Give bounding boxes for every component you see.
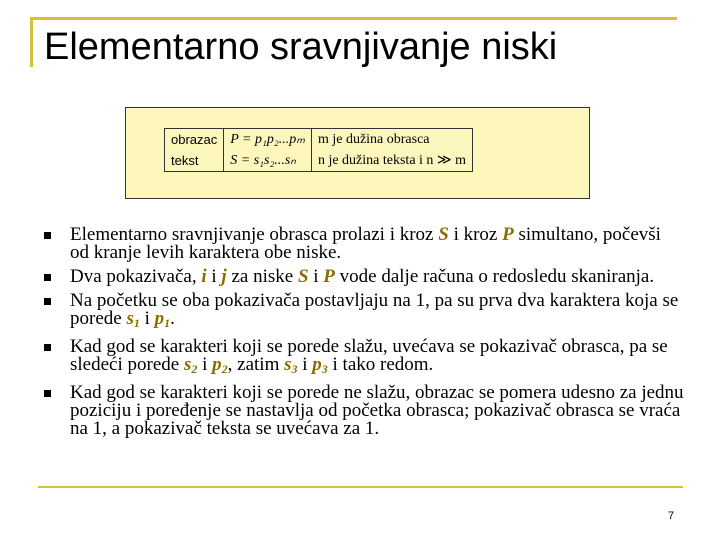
bullet-item xyxy=(44,292,684,332)
bullet-text: vode dalje računa o redosledu skaniranja. xyxy=(334,266,655,287)
bullet-text: i xyxy=(197,354,213,375)
bullet-item xyxy=(44,338,684,378)
row-label: obrazac xyxy=(165,129,224,151)
definition-table xyxy=(164,128,473,172)
math-variable: s xyxy=(183,354,192,375)
bullet-item xyxy=(44,226,684,262)
math-variable: p xyxy=(154,308,165,329)
math-variable: i xyxy=(201,266,207,287)
bullet-text: , zatim xyxy=(227,354,285,375)
bullet-text: i xyxy=(308,266,324,287)
bullet-text: i xyxy=(297,354,313,375)
math-variable: j xyxy=(221,266,227,287)
row-description: n je dužina teksta i n ≫ m xyxy=(311,150,472,172)
math-subscript: 3 xyxy=(291,362,298,376)
math-variable: p xyxy=(212,354,222,375)
bullet-text: Kad god se karakteri koji se porede slažu, uvećava se pokazivač obrasca, pa se sledeći porede xyxy=(70,336,668,375)
page-number: 7 xyxy=(668,510,675,522)
math-subscript: 2 xyxy=(191,362,198,376)
bullet-text: Na početku se oba pokazivača postavljaju na 1, pa su prva dva karaktera koja se porede xyxy=(70,290,679,329)
math-subscript: 1 xyxy=(133,316,140,330)
math-variable: P xyxy=(323,266,335,287)
math-variable: s xyxy=(126,308,134,329)
square-bullet-icon xyxy=(44,232,51,239)
math-variable: P xyxy=(502,224,514,245)
math-variable: s xyxy=(284,354,292,375)
math-subscript: 2 xyxy=(221,362,228,376)
slide-title: Elementarno sravnjivanje niski xyxy=(44,26,558,68)
table-row xyxy=(165,129,473,151)
square-bullet-icon xyxy=(44,390,51,397)
bullet-text: . xyxy=(170,308,175,329)
bullet-text: i kroz xyxy=(448,224,503,245)
definition-figure xyxy=(125,107,590,199)
bullet-text: za niske xyxy=(226,266,298,287)
square-bullet-icon xyxy=(44,274,51,281)
square-bullet-icon xyxy=(44,298,51,305)
row-label: tekst xyxy=(165,150,224,172)
bullet-item xyxy=(44,268,684,286)
math-variable: p xyxy=(312,354,322,375)
bullet-list xyxy=(44,226,684,444)
row-expression: P = p₁p₂...pₘ xyxy=(224,129,312,151)
bullet-text: Kad god se karakteri koji se porede ne slažu, obrazac se pomera udesno za jednu poziciju i poređenje se nastavlja od početka obrasca; pokazivač obrasca se vraća na 1, a pokazivač teksta se uvećava za 1. xyxy=(70,382,684,439)
bullet-text: i xyxy=(206,266,222,287)
bullet-text: Dva pokazivača, xyxy=(70,266,202,287)
bullet-text: i xyxy=(139,308,155,329)
frame-top-line xyxy=(30,17,677,20)
bullet-text: i tako redom. xyxy=(327,354,434,375)
frame-bottom-line xyxy=(38,486,683,488)
table-row xyxy=(165,150,473,172)
row-expression: S = s₁s₂...sₙ xyxy=(224,150,312,172)
math-variable: S xyxy=(297,266,309,287)
bullet-text: Elementarno sravnjivanje obrasca prolazi i kroz xyxy=(70,224,439,245)
bullet-item xyxy=(44,384,684,438)
square-bullet-icon xyxy=(44,344,51,351)
math-variable: S xyxy=(438,224,449,245)
frame-left-line xyxy=(30,17,33,67)
math-subscript: 3 xyxy=(321,362,328,376)
row-description: m je dužina obrasca xyxy=(311,129,472,151)
math-subscript: 1 xyxy=(164,316,171,330)
bullet-text: simultano, počevši od kranje levih karaktera obe niske. xyxy=(70,224,661,263)
